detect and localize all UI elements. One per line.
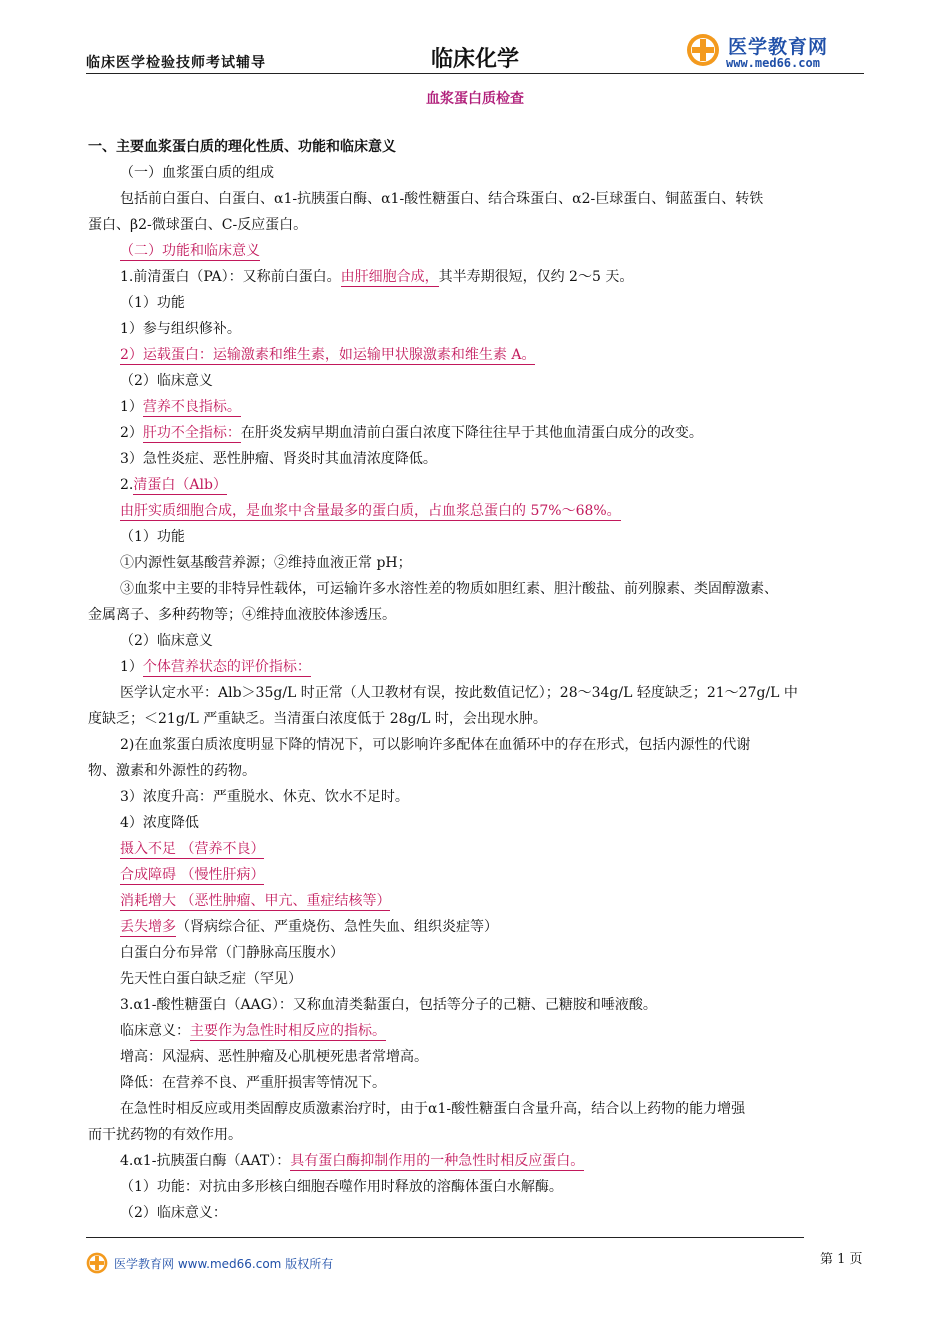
paragraph: 包括前白蛋白、白蛋白、α1-抗胰蛋白酶、α1-酸性糖蛋白、结合珠蛋白、α2-巨球蛋白、铜蓝蛋白、转铁 (120, 191, 764, 207)
list-item: （2）临床意义： (120, 1205, 227, 1221)
subsection: 3.α1-酸性糖蛋白（AAG）：又称血清类黏蛋白，包括等分子的己糖、己糖胺和唾液酸。 (120, 997, 657, 1013)
paragraph: 而干扰药物的有效作用。 (88, 1127, 242, 1143)
subsection: 2.清蛋白（Alb） (120, 477, 227, 493)
list-item: 1）参与组织修补。 (120, 321, 241, 337)
list-item: ①内源性氨基酸营养源；②维持血液正常 pH； (120, 555, 412, 571)
highlight: 由肝细胞合成， (340, 269, 439, 285)
cause-item: 消耗增大 （恶性肿瘤、甲亢、重症结核等） (120, 893, 391, 909)
list-item: 2）肝功不全指标：在肝炎发病早期血清前白蛋白浓度下降往往早于其他血清蛋白成分的改变。 (120, 425, 703, 441)
list-item: （1）功能：对抗由多形核白细胞吞噬作用时释放的溶酶体蛋白水解酶。 (120, 1179, 563, 1195)
footer-copyright: 医学教育网 www.med66.com 版权所有 (114, 1257, 334, 1271)
cross-circle-icon (686, 33, 720, 67)
highlight: 主要作为急性时相反应的指标。 (190, 1023, 386, 1039)
paragraph: 度缺乏；＜21g/L 严重缺乏。当清蛋白浓度低于 28g/L 时，会出现水肿。 (88, 711, 547, 727)
heading-2: （一）血浆蛋白质的组成 (120, 165, 274, 181)
logo-url[interactable]: www.med66.com (726, 56, 820, 70)
highlight: 清蛋白（Alb） (133, 477, 227, 493)
list-item: 4）浓度降低 (120, 815, 199, 831)
paragraph: 在急性时相反应或用类固醇皮质激素治疗时，由于α1-酸性糖蛋白含量升高，结合以上药物的能力增强 (120, 1101, 746, 1117)
subsection: 4.α1-抗胰蛋白酶（AAT）：具有蛋白酶抑制作用的一种急性时相反应蛋白。 (120, 1153, 585, 1169)
list-item-highlight: 2）运载蛋白：运输激素和维生素，如运输甲状腺激素和维生素 A。 (120, 347, 536, 363)
highlight: 肝功不全指标： (142, 425, 241, 441)
heading-1: 一、主要血浆蛋白质的理化性质、功能和临床意义 (88, 139, 396, 155)
paragraph: 1.前清蛋白（PA）：又称前白蛋白。由肝细胞合成，其半寿期很短，仅约 2～5 天。 (120, 269, 634, 285)
paragraph: 物、激素和外源性的药物。 (88, 763, 256, 779)
paragraph: 降低：在营养不良、严重肝损害等情况下。 (120, 1075, 386, 1091)
list-item: 3）急性炎症、恶性肿瘤、肾炎时其血清浓度降低。 (120, 451, 437, 467)
list-item: ③血浆中主要的非特异性载体，可运输许多水溶性差的物质如胆红素、胆汁酸盐、前列腺素、类固醇激素、 (120, 581, 778, 597)
cause-item: 丢失增多（肾病综合征、严重烧伤、急性失血、组织炎症等） (120, 919, 498, 935)
footer-divider (86, 1237, 804, 1238)
cause-item: 白蛋白分布异常（门静脉高压腹水） (120, 945, 344, 961)
list-heading: （1）功能 (120, 529, 185, 545)
list-item: 1）个体营养状态的评价指标： (120, 659, 311, 675)
cause-item: 摄入不足 （营养不良） (120, 841, 265, 857)
cause-item: 先天性白蛋白缺乏症（罕见） (120, 971, 302, 987)
header-title: 临床化学 (431, 47, 520, 72)
heading-2-highlight: （二）功能和临床意义 (120, 243, 260, 259)
document-body (88, 134, 868, 1226)
highlight: 具有蛋白酶抑制作用的一种急性时相反应蛋白。 (290, 1153, 585, 1169)
list-heading: （1）功能 (120, 295, 185, 311)
header-divider (86, 73, 864, 74)
paragraph: 临床意义：主要作为急性时相反应的指标。 (120, 1023, 386, 1039)
page-header (86, 30, 864, 76)
paragraph: 2)在血浆蛋白质浓度明显下降的情况下，可以影响许多配体在血循环中的存在形式，包括内源性的代谢 (120, 737, 751, 753)
paragraph: 增高：风湿病、恶性肿瘤及心肌梗死患者常增高。 (120, 1049, 428, 1065)
list-item: 3）浓度升高：严重脱水、休克、饮水不足时。 (120, 789, 409, 805)
list-heading: （2）临床意义 (120, 633, 213, 649)
highlight: 个体营养状态的评价指标： (142, 659, 311, 675)
logo-name: 医学教育网 (728, 36, 829, 58)
highlight: 营养不良指标。 (142, 399, 241, 415)
header-course-name: 临床医学检验技师考试辅导 (86, 55, 266, 71)
list-heading: （2）临床意义 (120, 373, 213, 389)
section-subtitle: 血浆蛋白质检查 (426, 91, 524, 107)
cause-item: 合成障碍 （慢性肝病） (120, 867, 265, 883)
footer-logo[interactable] (86, 1252, 386, 1276)
page-number: 第 1 页 (820, 1252, 863, 1267)
list-item: 1）营养不良指标。 (120, 399, 241, 415)
list-item: 金属离子、多种药物等；④维持血液胶体渗透压。 (88, 607, 396, 623)
paragraph: 蛋白、β2-微球蛋白、C-反应蛋白。 (88, 217, 308, 233)
brand-logo[interactable] (686, 30, 864, 74)
paragraph: 医学认定水平：Alb＞35g/L 时正常（人卫教材有误，按此数值记忆）；28～34g/L 轻度缺乏；21～27g/L 中 (120, 685, 798, 701)
cross-circle-icon (86, 1252, 108, 1274)
highlight: 由肝实质细胞合成，是血浆中含量最多的蛋白质，占血浆总蛋白的 57%～68%。 (120, 503, 621, 519)
